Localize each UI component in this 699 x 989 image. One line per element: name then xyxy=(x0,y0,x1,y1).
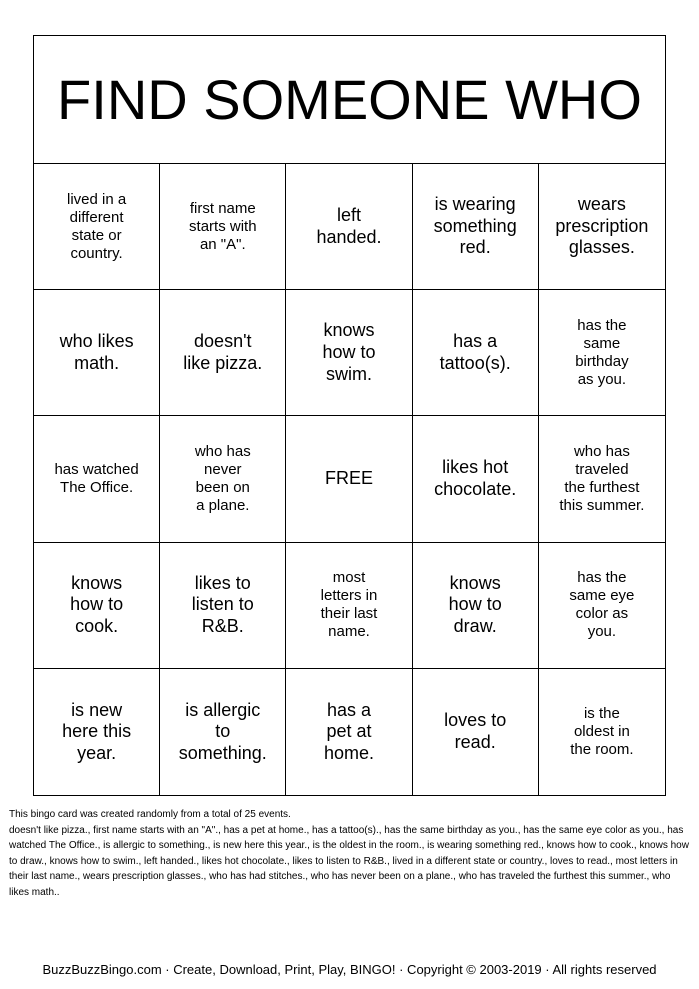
bingo-cell-text: knows how to swim. xyxy=(322,320,376,384)
bingo-cell xyxy=(160,290,286,416)
bingo-cell-text: is wearing something red. xyxy=(433,194,517,258)
bingo-cell xyxy=(413,290,539,416)
bingo-cell-text: has a tattoo(s). xyxy=(439,331,511,373)
bingo-cell xyxy=(160,416,286,542)
bingo-cell-text: knows how to cook. xyxy=(70,572,124,636)
bingo-grid xyxy=(34,164,665,795)
bingo-cell-text: is allergic to something. xyxy=(178,699,267,763)
bingo-cell-text: most letters in their last name. xyxy=(320,569,378,641)
bingo-cell xyxy=(160,164,286,290)
bingo-cell-text: doesn't like pizza. xyxy=(183,331,263,373)
bingo-cell xyxy=(34,669,160,795)
bingo-cell-text: who has never been on a plane. xyxy=(194,442,251,514)
card-title: FIND SOMEONE WHO xyxy=(34,36,665,164)
bingo-card xyxy=(33,35,666,796)
card-info xyxy=(9,807,691,900)
bingo-cell-text: FREE xyxy=(324,468,373,489)
bingo-cell xyxy=(34,290,160,416)
bingo-cell-text: who likes math. xyxy=(59,331,134,373)
bingo-cell-text: left handed. xyxy=(316,205,382,247)
bingo-cell xyxy=(34,164,160,290)
bingo-cell-text: is the oldest in the room. xyxy=(570,704,634,758)
bingo-cell xyxy=(413,543,539,669)
bingo-cell xyxy=(160,669,286,795)
bingo-cell xyxy=(34,543,160,669)
bingo-cell-text: has the same birthday as you. xyxy=(575,316,629,388)
card-info-events: doesn't like pizza., first name starts with an "A"., has a pet at home., has a tattoo(s)., has the same birthday as you., has the same eye color as you., has watched The Office., is allergic to something., is new here this year., is the oldest in the room., is wearing something red., knows how to cook., knows how to draw., knows how to swim., left handed., likes hot chocolate., likes to listen to R&B., lived in a different state or country., loves to read., most letters in their last name., wears prescription glasses., who has had stitches., who has never been on a plane., who has traveled the furthest this summer., who likes math.. xyxy=(9,824,689,898)
bingo-cell-text: has a pet at home. xyxy=(323,699,374,763)
bingo-cell xyxy=(160,543,286,669)
bingo-cell-text: has watched The Office. xyxy=(54,460,139,496)
bingo-cell-text: is new here this year. xyxy=(62,699,132,763)
footer: BuzzBuzzBingo.com · Create, Download, Print, Play, BINGO! · Copyright © 2003-2019 · All rights reserved xyxy=(42,962,657,977)
bingo-cell xyxy=(286,669,412,795)
bingo-cell xyxy=(286,290,412,416)
bingo-cell-text: likes to listen to R&B. xyxy=(191,572,254,636)
bingo-cell-text: lived in a different state or country. xyxy=(66,190,127,262)
bingo-cell-text: knows how to draw. xyxy=(448,572,502,636)
bingo-cell xyxy=(413,416,539,542)
bingo-cell xyxy=(539,164,665,290)
bingo-cell xyxy=(286,543,412,669)
card-info-summary: This bingo card was created randomly from a total of 25 events. xyxy=(9,809,291,820)
bingo-cell-text: has the same eye color as you. xyxy=(569,569,635,641)
bingo-cell xyxy=(539,290,665,416)
bingo-cell xyxy=(286,164,412,290)
bingo-cell-text: first name starts with an "A". xyxy=(189,199,257,253)
bingo-cell xyxy=(539,416,665,542)
bingo-cell-text: likes hot chocolate. xyxy=(434,457,517,499)
bingo-cell-text: loves to read. xyxy=(444,710,507,752)
bingo-cell xyxy=(413,164,539,290)
bingo-cell xyxy=(413,669,539,795)
bingo-cell-text: wears prescription glasses. xyxy=(555,194,649,258)
bingo-cell xyxy=(34,416,160,542)
bingo-cell xyxy=(539,669,665,795)
bingo-cell xyxy=(539,543,665,669)
bingo-cell xyxy=(286,416,412,542)
bingo-cell-text: who has traveled the furthest this summer. xyxy=(559,442,645,514)
